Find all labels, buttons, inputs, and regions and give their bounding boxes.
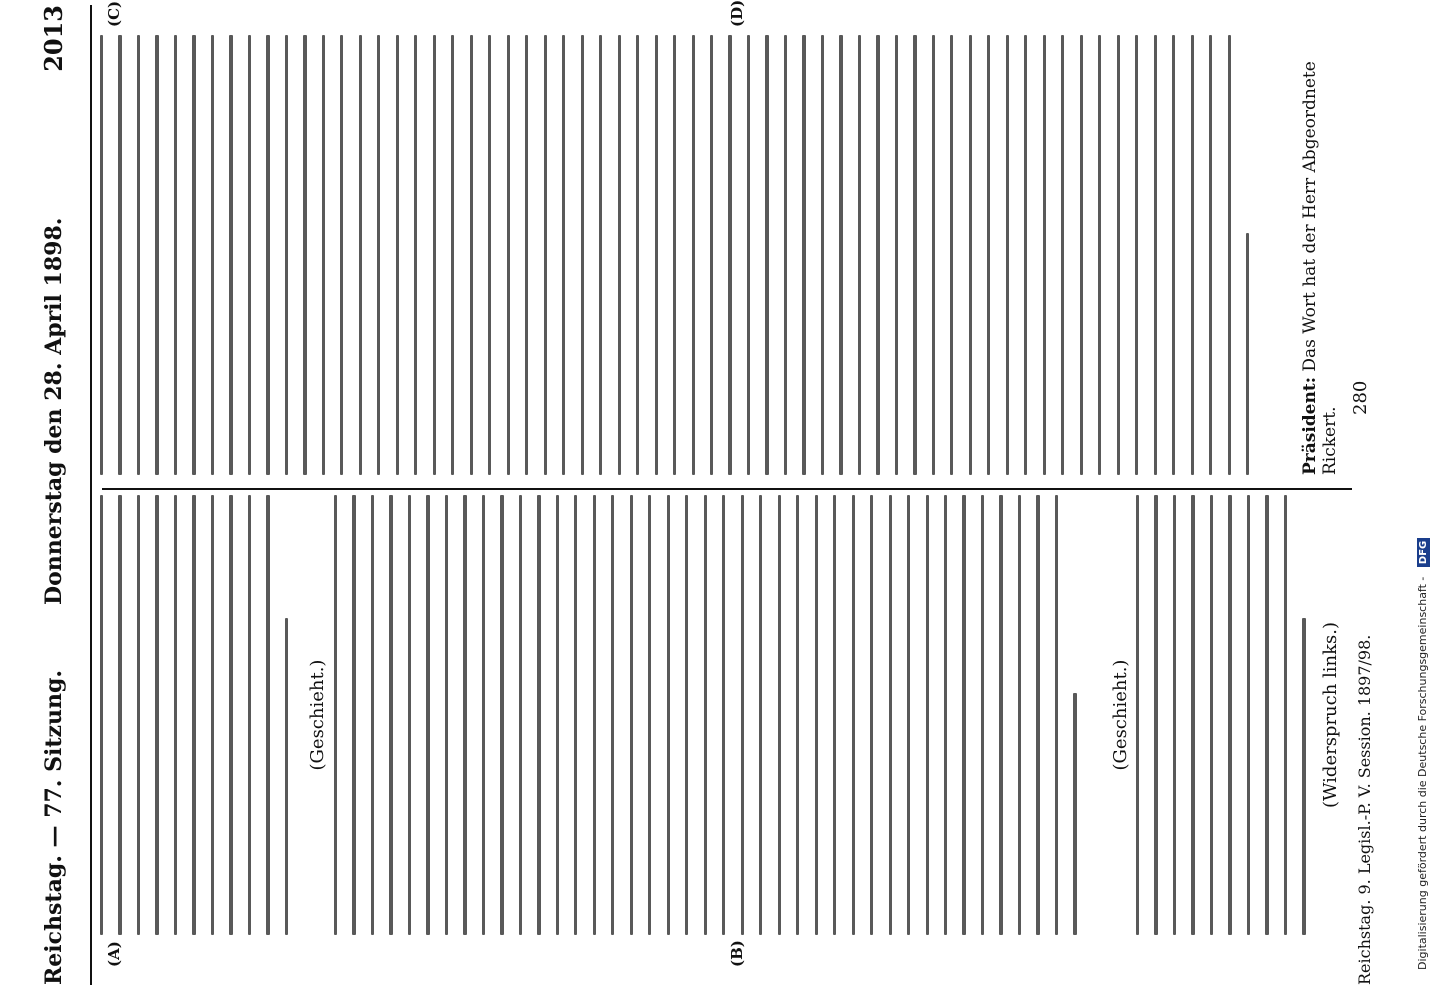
column-divider bbox=[102, 488, 1352, 490]
page-header bbox=[35, 5, 75, 985]
footer-left: Reichstag. 9. Legisl.-P. V. Session. 1897/98. bbox=[1355, 634, 1374, 985]
right-column bbox=[100, 35, 1340, 475]
header-center: Donnerstag den 28. April 1898. bbox=[41, 217, 67, 605]
text-block bbox=[1136, 495, 1321, 935]
header-rule bbox=[90, 5, 92, 985]
dfg-logo: DFG bbox=[1417, 538, 1430, 567]
page-number: 2013 bbox=[39, 5, 68, 72]
speaker-label: Präsident: bbox=[1300, 377, 1320, 475]
status-note: (Widerspruch links.) bbox=[1320, 621, 1341, 809]
speaker-line bbox=[1300, 35, 1340, 475]
status-note: (Geschieht.) bbox=[1110, 659, 1131, 771]
header-left: Reichstag. — 77. Sitzung. bbox=[41, 669, 67, 985]
rotated-page bbox=[10, 0, 1405, 995]
speaker-text: Das Wort hat der Herr Abgeordnete Rickert. bbox=[1300, 61, 1340, 475]
margin-marker-d: (D) bbox=[728, 0, 746, 27]
side-credit bbox=[1416, 0, 1434, 990]
text-block bbox=[334, 495, 1092, 935]
margin-marker-c: (C) bbox=[105, 0, 123, 27]
side-credit-strip bbox=[1414, 0, 1434, 1000]
text-block bbox=[100, 35, 1265, 475]
status-note: (Geschieht.) bbox=[307, 659, 328, 771]
margin-marker-a: (A) bbox=[105, 941, 123, 967]
side-credit-text: Digitalisierung gefördert durch die Deutsche Forschungsgemeinschaft - bbox=[1416, 576, 1429, 970]
left-column bbox=[100, 495, 1340, 935]
text-block bbox=[100, 495, 303, 935]
margin-marker-b: (B) bbox=[728, 940, 746, 967]
footer-page-number: 280 bbox=[1350, 380, 1371, 415]
